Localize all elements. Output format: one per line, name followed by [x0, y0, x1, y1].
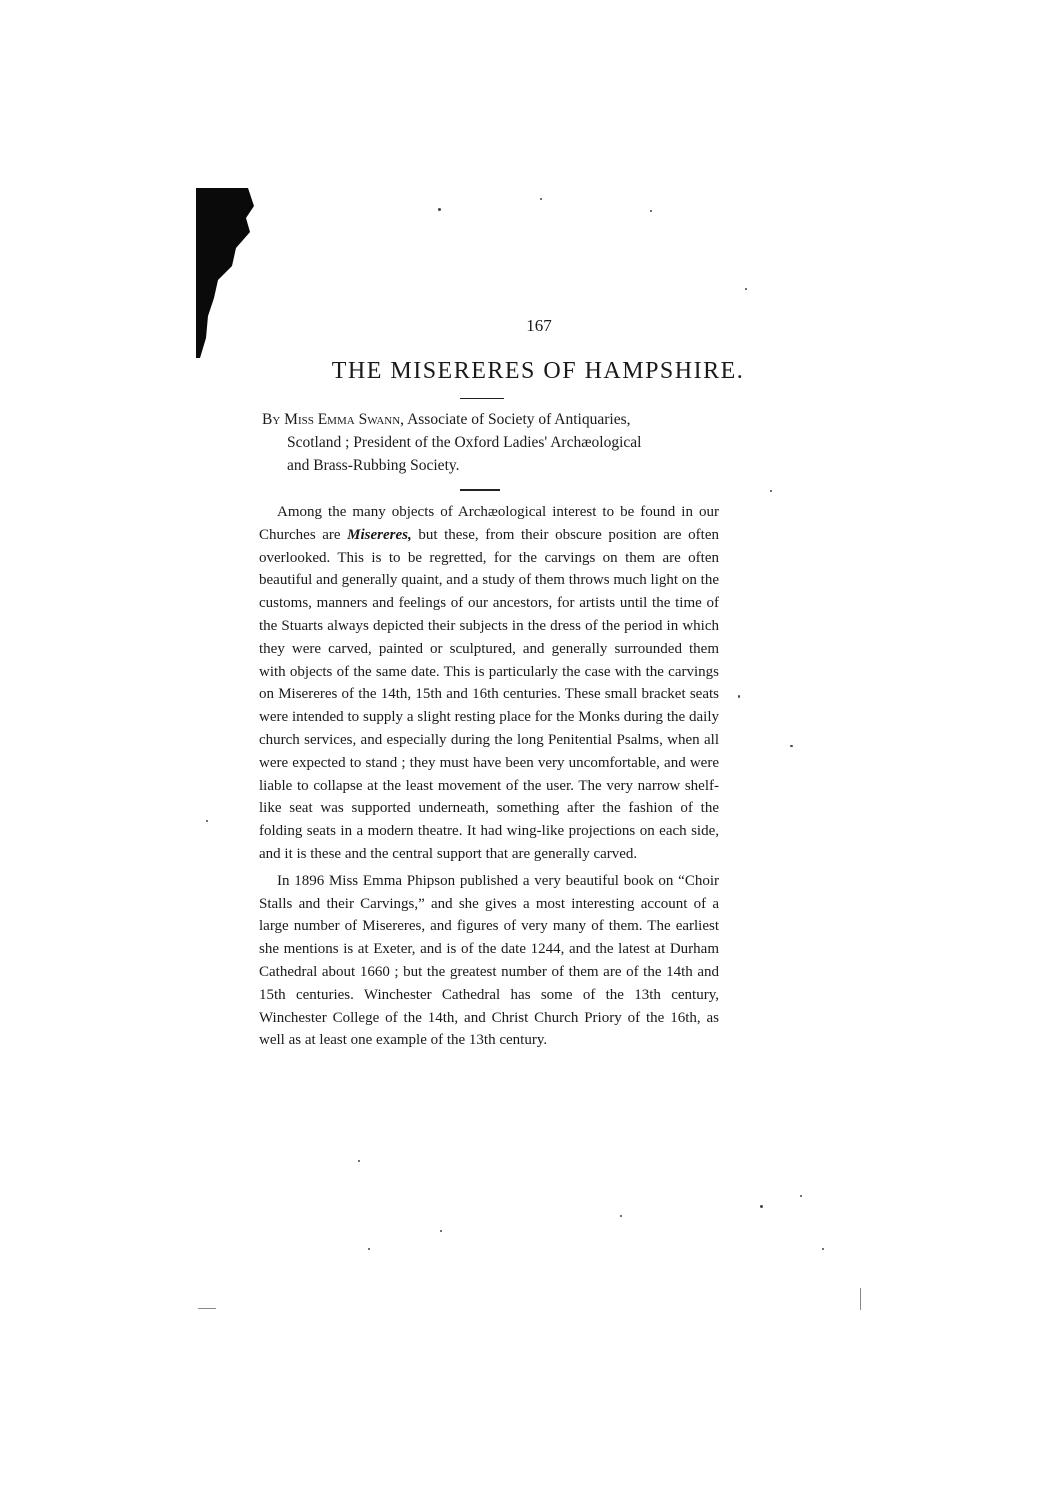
page-title: THE MISERERES OF HAMPSHIRE. [331, 358, 745, 384]
byline-line-3: and Brass-Rubbing Society. [287, 457, 460, 474]
byline-affiliation-1: Associate of Society of Antiquaries, [404, 411, 631, 428]
byline [262, 408, 732, 477]
paragraph-1 [259, 501, 719, 866]
margin-mark [860, 1288, 861, 1310]
margin-mark-left [198, 1308, 216, 1309]
byline-author: Emma Swann, [317, 411, 405, 428]
title-rule [460, 398, 504, 399]
byline-line-2: Scotland ; President of the Oxford Ladies' Archæological [287, 434, 642, 451]
byline-line-1 [262, 408, 732, 431]
paragraph-1-rest: but these, from their obscure position are often overlooked. This is to be regretted, for the carvings on them are often beautiful and generally quaint, and a study of them throws much light on the customs, manners and feelings of our ancestors, for artists until the time of the Stuarts always depicted their subjects in the dress of the period in which they were carved, painted or sculptured, and generally surrounded them with objects of the same date. This is particularly the case with the carvings on Misereres of the 14th, 15th and 16th centuries. These small bracket seats were intended to supply a slight resting place for the Monks during the daily church services, and especially during the long Penitential Psalms, when all were expected to stand ; they must have been very uncomfortable, and were liable to collapse at the least movement of the user. The very narrow shelf-like seat was supported underneath, something after the fashion of the folding seats in a modern theatre. It had wing-like projections on each side, and it is these and the central support that are generally carved. [259, 526, 719, 862]
byline-rule [460, 489, 500, 491]
page-number: 167 [526, 316, 552, 335]
paragraph-2: In 1896 Miss Emma Phipson published a very beautiful book on “Choir Stalls and their Carvings,” and she gives a most interesting account of a large number of Misereres, and figures of very many of them. The earliest she mentions is at Exeter, and is of the date 1244, and the latest at Durham Cathedral about 1660 ; but the greatest number of them are of the 14th and 15th centuries. Winchester Cathedral has some of the 13th century, Winchester College of the 14th, and Christ Church Priory of the 16th, as well as at least one example of the 13th century. [259, 872, 719, 1049]
article-body [259, 501, 719, 1056]
paragraph-1-emphasis: Misereres, [347, 526, 412, 543]
paragraph-1-start: Among the many objects of Archæological interest to be found in our Churches are [259, 504, 719, 543]
byline-prefix: By Miss [262, 411, 318, 428]
